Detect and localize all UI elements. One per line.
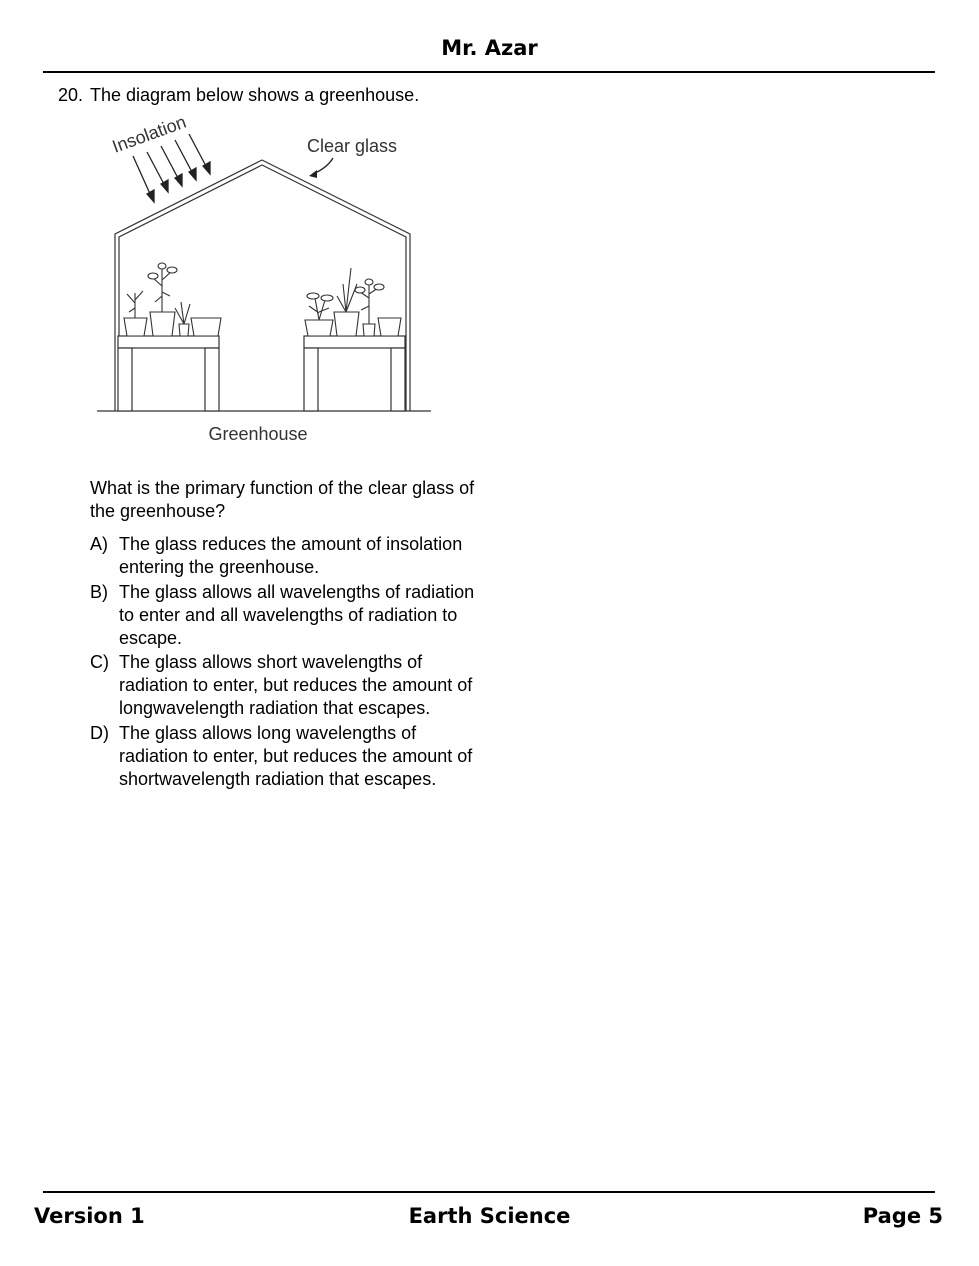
question-prompt: What is the primary function of the clear glass of the greenhouse? [90,478,475,521]
insolation-label: Insolation [109,111,189,157]
right-table [304,336,405,411]
greenhouse-diagram [95,108,440,453]
choice-text: The glass reduces the amount of insolation entering the greenhouse. [119,534,463,577]
answer-choices [90,533,490,792]
choice-letter: A) [90,534,108,554]
question-intro: The diagram below shows a greenhouse. [90,85,420,105]
choice-a[interactable] [90,533,490,579]
clear-glass-arrowhead [309,170,317,178]
choice-letter: B) [90,581,108,602]
header-divider [43,71,935,73]
greenhouse-outline [115,160,410,411]
question-number: 20. [58,85,84,105]
left-table [118,336,219,411]
footer-divider [43,1191,935,1193]
choice-b[interactable] [90,581,490,650]
clear-glass-label: Clear glass [307,136,398,156]
choice-d[interactable] [90,722,490,791]
choice-letter: D) [90,722,109,743]
choice-text: The glass allows short wavelengths of radiation to enter, but reduces the amount of longwavelength radiation that escapes. [119,652,473,718]
choice-text: The glass allows all wavelengths of radiation to enter and all wavelengths of radiation to escape. [119,581,475,648]
footer-page-number: Page 5 [862,1204,943,1228]
page-header-title: Mr. Azar [441,36,538,60]
left-plants [124,263,221,336]
choice-c[interactable] [90,651,490,720]
diagram-caption: Greenhouse [208,424,308,444]
footer-version: Version 1 [34,1204,145,1228]
choice-text: The glass allows long wavelengths of radiation to enter, but reduces the amount of shortwavelength radiation that escapes. [119,722,473,789]
footer-subject: Earth Science [408,1204,571,1228]
choice-letter: C) [90,652,109,672]
right-plants [305,268,401,336]
